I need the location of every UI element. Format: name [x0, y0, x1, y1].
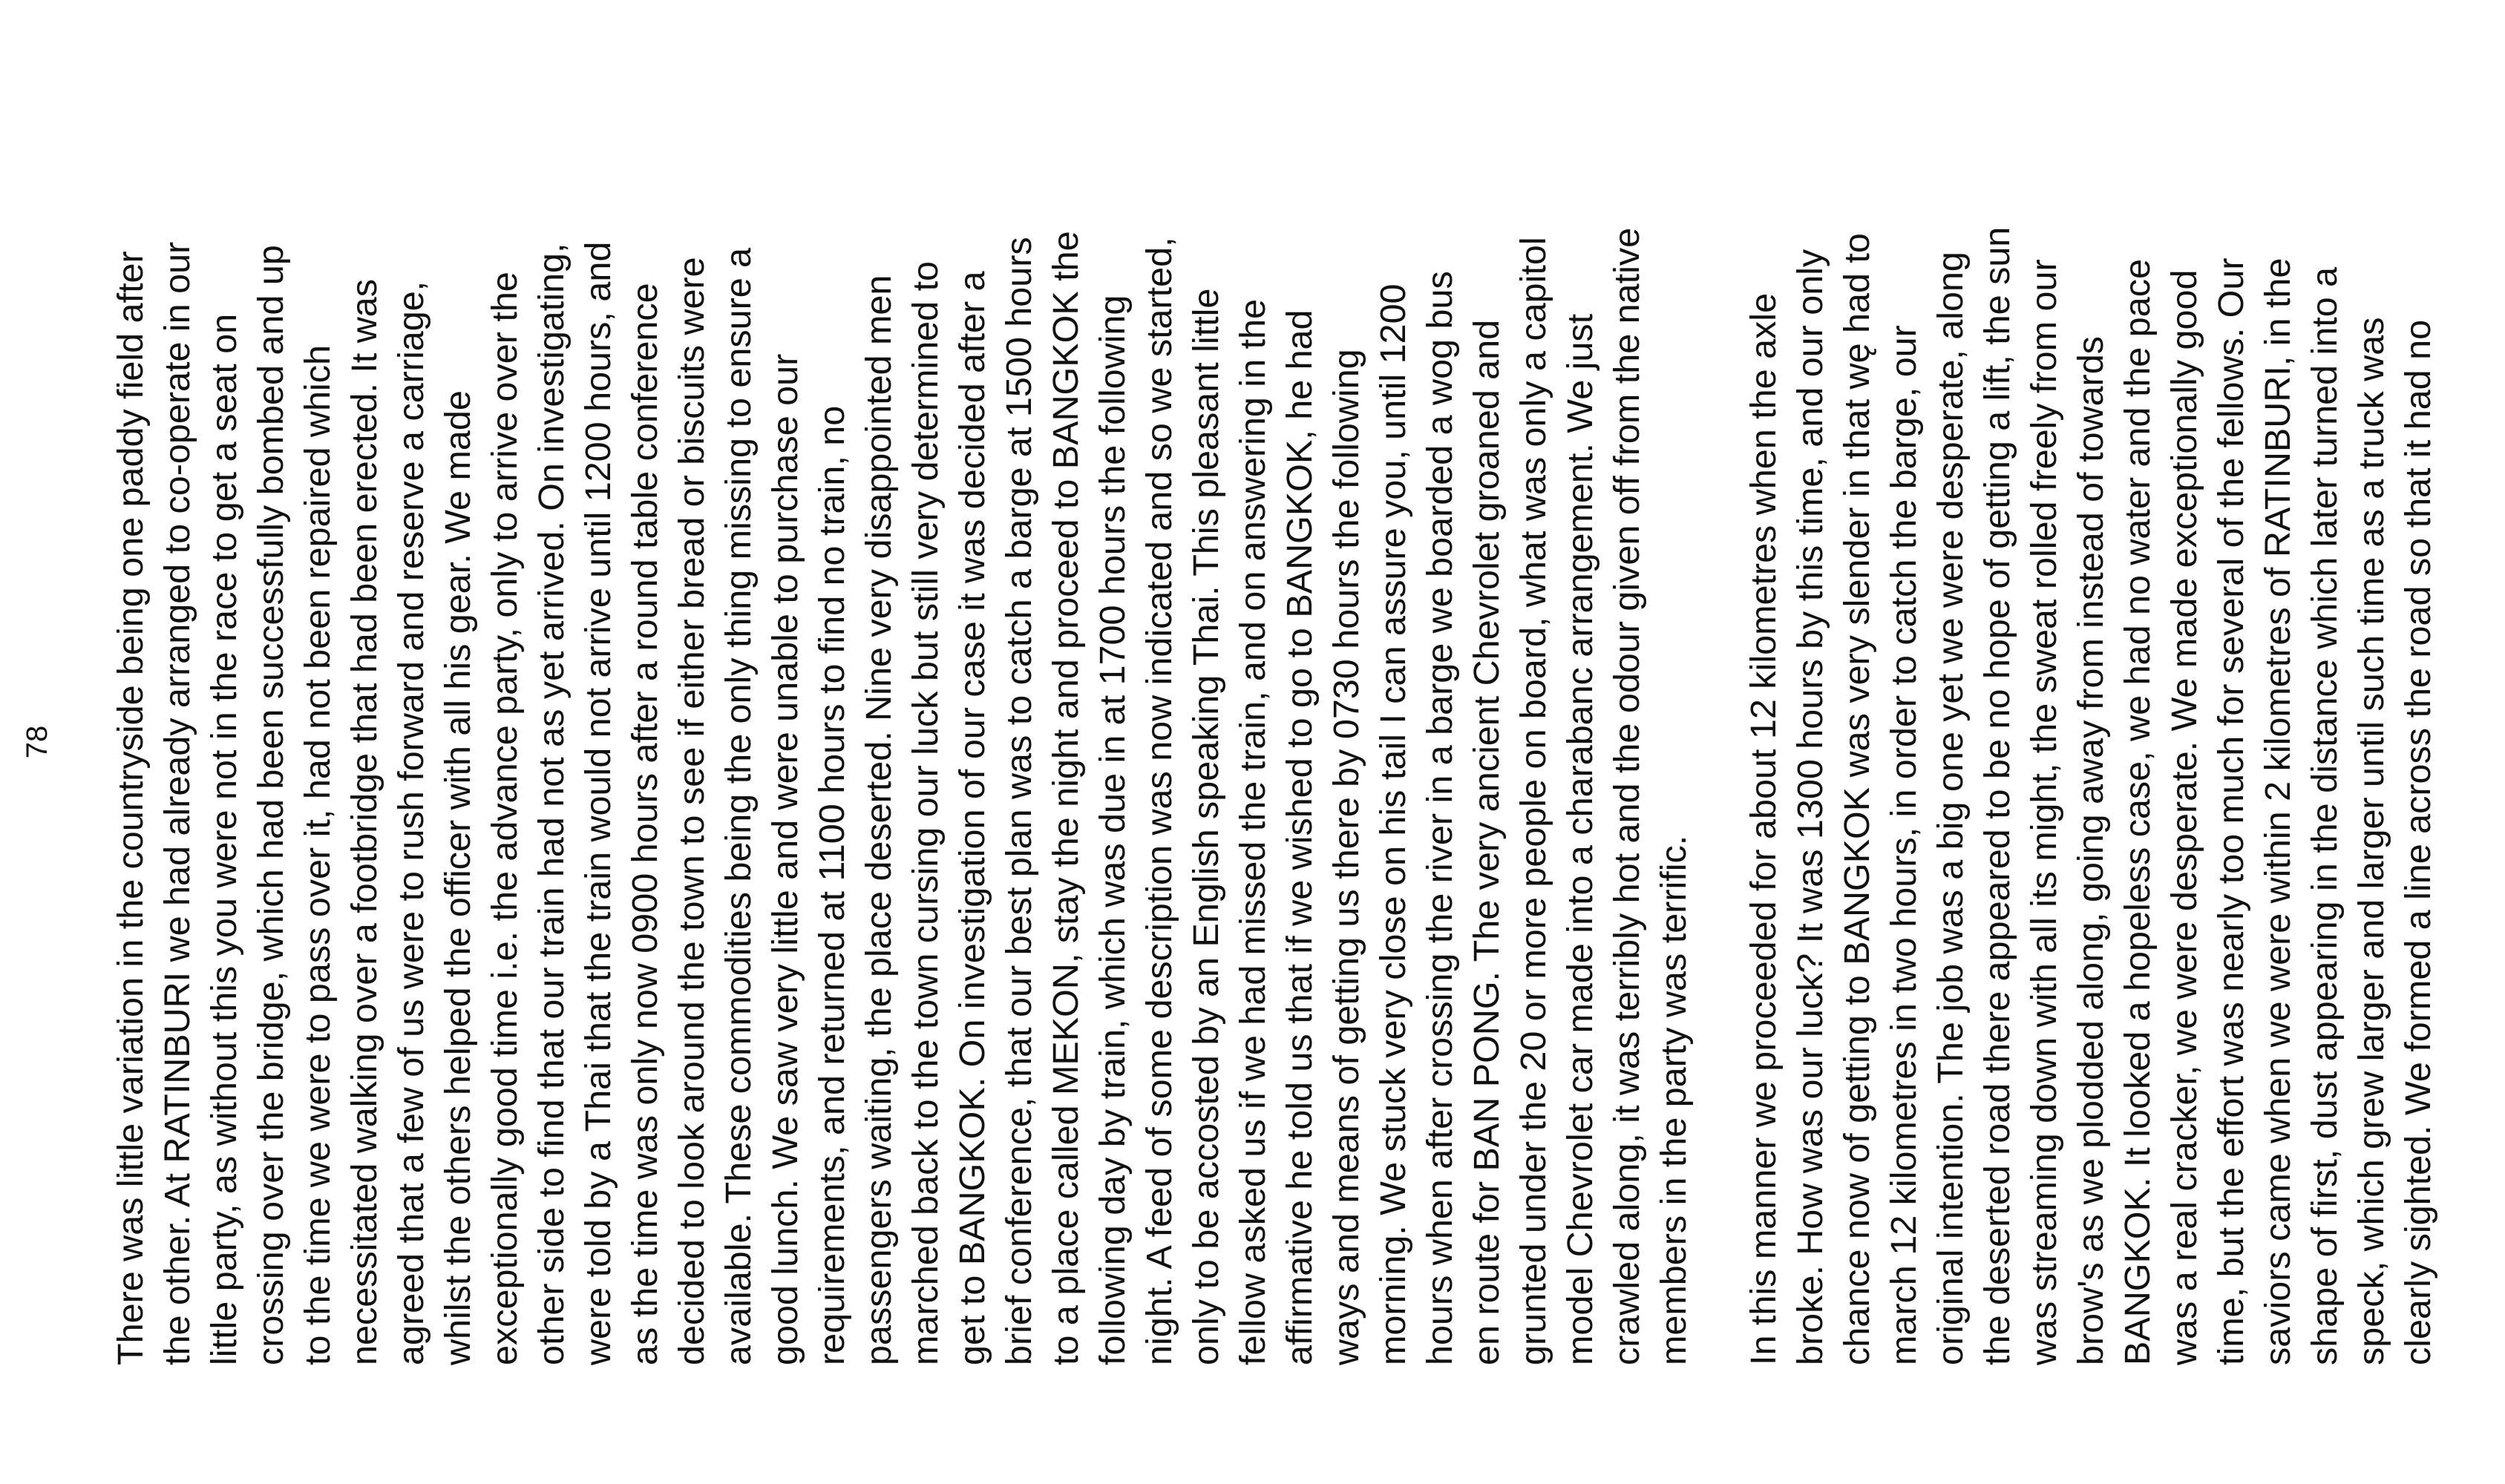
- text-line: grunted under the 20 or more people on board, what was only a capitol: [1513, 237, 1553, 1365]
- text-line: little party, as without this you were not in the race to get a seat on: [204, 313, 244, 1365]
- text-line: BANGKOK. It looked a hopeless case, we had no water and the pace: [2118, 259, 2158, 1365]
- text-line: speck, which grew larger and larger until such time as a truck was: [2351, 317, 2391, 1365]
- text-line: requirements, and returned at 1100 hours to find no train, no: [812, 405, 852, 1365]
- text-line: en route for BAN PONG. The very ancient Chevrolet groaned and: [1467, 319, 1507, 1365]
- text-line: the other. At RATINBURI we had already arranged to co-operate in our: [157, 241, 197, 1365]
- text-line: shape of first, dust appearing in the distance which later turned into a: [2305, 266, 2345, 1365]
- text-line: to the time we were to pass over it, had not been repaired which: [298, 345, 338, 1365]
- text-line: crawled along, it was terribly hot and the odour given off from the native: [1607, 227, 1647, 1365]
- paragraph-2: [1741, 30, 2442, 1365]
- text-line: crossing over the bridge, which had been successfully bombed and up: [251, 245, 291, 1365]
- text-line: chance now of getting to BANGKOK was very slender in that wę had to: [1837, 233, 1877, 1365]
- text-line: available. These commodities being the only thing missing to ensure a: [718, 247, 759, 1365]
- text-line: brief conference, that our best plan was to catch a barge at 1500 hours: [999, 237, 1039, 1365]
- text-line: only to be accosted by an English speaking Thai. This pleasant little: [1186, 288, 1226, 1365]
- text-line: following day by train, which was due in at 1700 hours the following: [1093, 295, 1133, 1365]
- text-line: necessitated walking over a footbridge that had been erected. It was: [344, 279, 384, 1365]
- text-line: fellow asked us if we had missed the train, and on answering in the: [1233, 299, 1273, 1365]
- text-line: was streaming down with all its might, the sweat rolled freely from our: [2024, 259, 2064, 1365]
- text-line: decided to look around the town to see if either bread or biscuits were: [672, 257, 712, 1365]
- text-line: marched back to the town cursing our luck but still very determined to: [906, 260, 946, 1365]
- text-line: In this manner we proceeded for about 12 kilometres when the axle: [1743, 292, 1784, 1365]
- text-line: exceptionally good time i.e. the advance party, only to arrive over the: [485, 272, 525, 1365]
- text-line: time, but the effort was nearly too much for several of the fellows. Our: [2211, 257, 2251, 1365]
- text-line: the deserted road there appeared to be no hope of getting a lift, the sun: [1977, 226, 2017, 1365]
- text-line: model Chevrolet car made into a charabanc arrangement. We just: [1560, 313, 1600, 1365]
- text-line: get to BANGKOK. On investigation of our case it was decided after a: [952, 271, 992, 1365]
- text-line: passengers waiting, the place deserted. Nine very disappointed men: [859, 275, 899, 1365]
- text-line: as the time was only now 0900 hours after a round table conference: [625, 283, 665, 1365]
- text-line: to a place called MEKON, stay the night and proceed to BANGKOK the: [1046, 231, 1086, 1365]
- text-line: There was little variation in the countryside being one paddy field after: [111, 251, 151, 1365]
- page-number: 78: [21, 725, 53, 759]
- text-line: morning. We stuck very close on his tail I can assure you, until 1200: [1373, 283, 1413, 1365]
- text-line: whilst the others helped the officer with all his gear. We made: [438, 390, 478, 1365]
- paragraph-1: [108, 30, 1697, 1365]
- text-line: good lunch. We saw very little and were unable to purchase our: [765, 353, 805, 1365]
- text-line: agreed that a few of us were to rush forward and reserve a carriage,: [391, 280, 431, 1365]
- text-line: broke. How was our luck? It was 1300 hours by this time, and our only: [1790, 249, 1830, 1365]
- text-line: march 12 kilometres in two hours, in order to catch the barge, our: [1884, 325, 1924, 1365]
- text-line: night. A feed of some description was now indicated and so we started,: [1139, 237, 1179, 1365]
- text-line: saviors came when we were within 2 kilometres of RATINBURI, in the: [2258, 257, 2298, 1365]
- text-line: clearly sighted. We formed a line across the road so that it had no: [2398, 319, 2438, 1365]
- text-line: hours when after crossing the river in a barge we boarded a wog bus: [1420, 271, 1460, 1365]
- text-line: other side to find that our train had not as yet arrived. On investigating,: [531, 243, 572, 1365]
- text-line: were told by a Thai that the train would not arrive until 1200 hours, and: [578, 241, 618, 1365]
- text-line: brow's as we plodded along, going away from instead of towards: [2071, 336, 2111, 1365]
- text-line: ways and means of getting us there by 0730 hours the following: [1326, 349, 1366, 1365]
- text-line: original intention. The job was a big one yet we were desperate, along: [1931, 252, 1971, 1365]
- text-line: was a real cracker, we were desperate. We made exceptionally good: [2164, 269, 2204, 1365]
- text-line: affirmative he told us that if we wished to go to BANGKOK, he had: [1280, 309, 1320, 1365]
- text-line: members in the party was terrific.: [1654, 835, 1694, 1365]
